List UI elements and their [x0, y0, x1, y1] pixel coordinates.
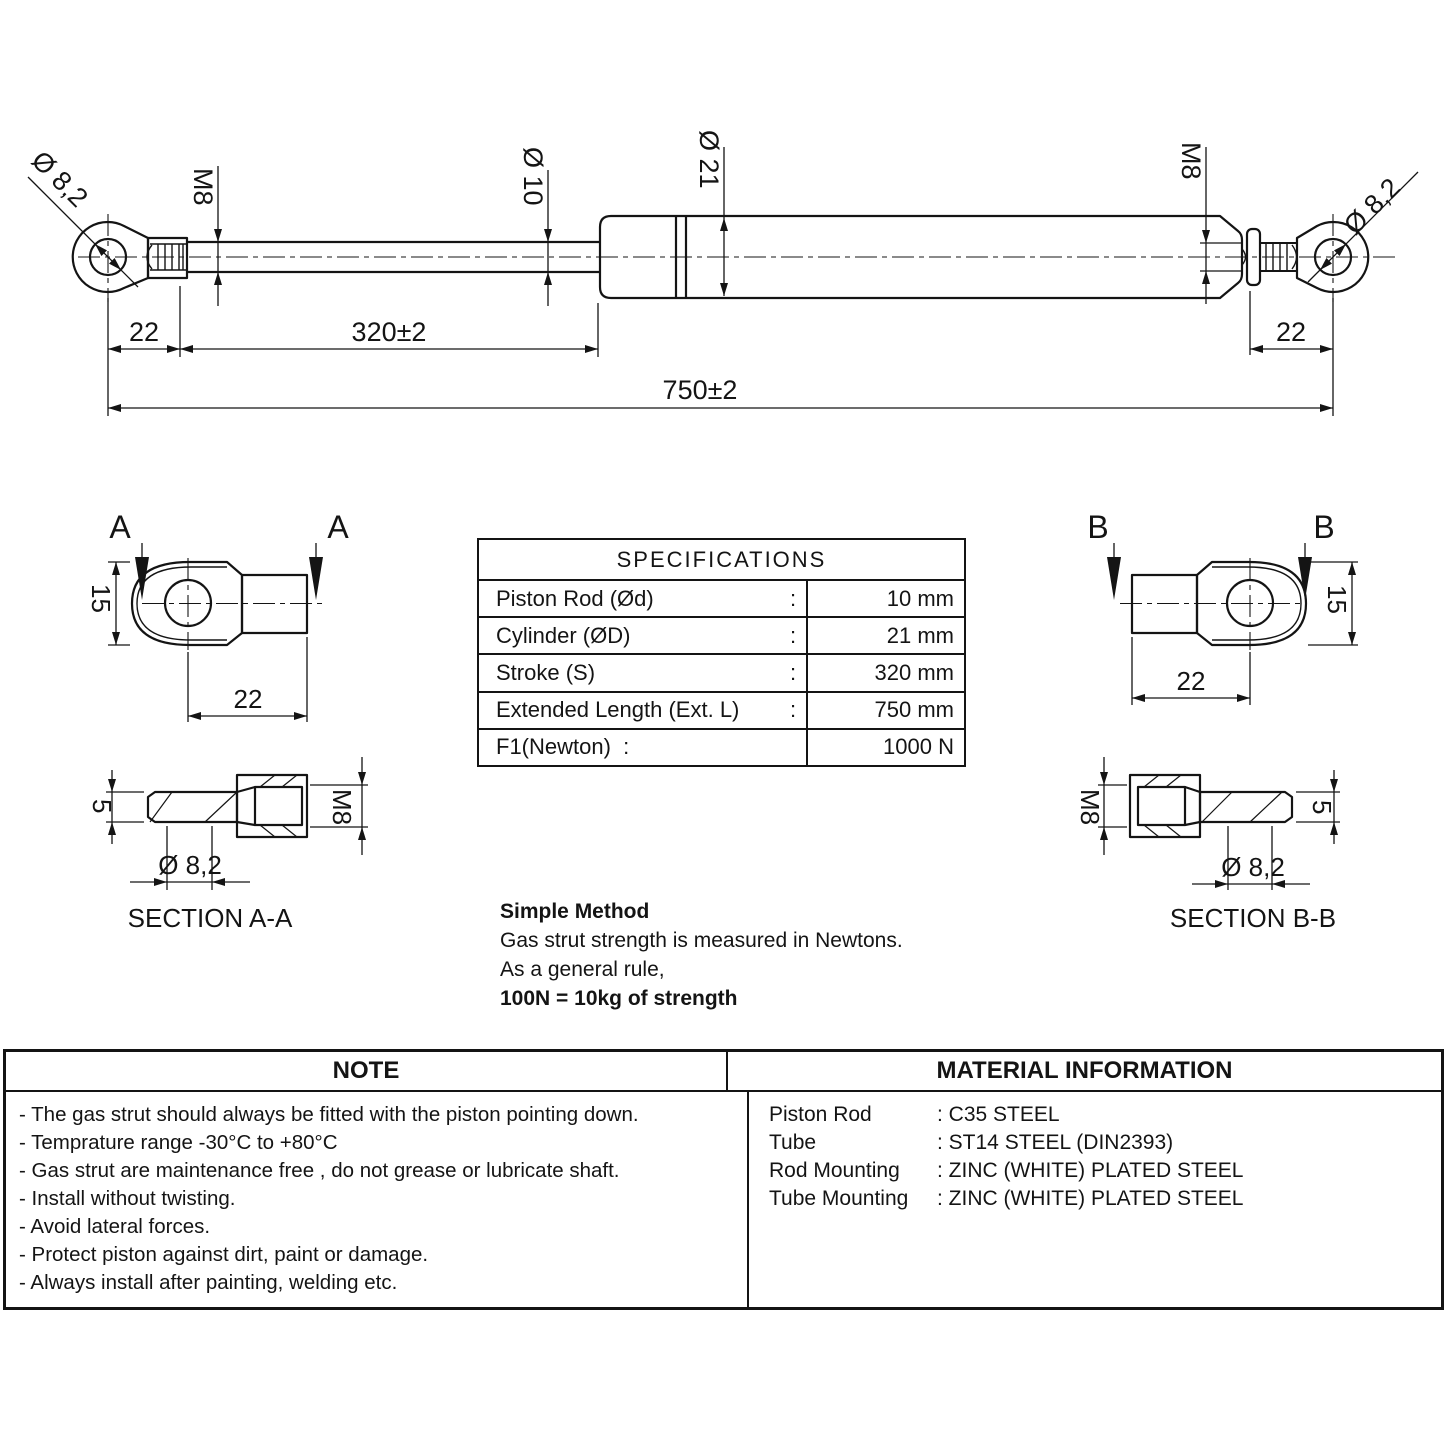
section-b-hatching	[1144, 775, 1282, 837]
note-title: NOTE	[6, 1052, 728, 1090]
section-a-a	[87, 757, 368, 933]
table-row: Piston Rod (Ød) : 10 mm	[479, 581, 964, 618]
section-b-dim-5: 5	[1307, 800, 1337, 815]
material-value: : ZINC (WHITE) PLATED STEEL	[937, 1159, 1244, 1182]
material-label: Tube	[769, 1131, 817, 1154]
label-hole-dia-left: Ø 8,2	[25, 145, 94, 213]
label-eye-left-22: 22	[128, 317, 160, 347]
label-hole-dia-right: Ø 8,2	[1338, 172, 1406, 241]
table-row: Cylinder (ØD) : 21 mm	[479, 618, 964, 655]
spec-label: Piston Rod (Ød)	[496, 585, 654, 611]
material-row	[769, 1101, 1441, 1129]
simple-method-line: Gas strut strength is measured in Newtons.	[500, 929, 903, 952]
note-item: - Avoid lateral forces.	[19, 1215, 211, 1238]
view-b-dim-22: 22	[1176, 666, 1206, 696]
view-a-letter-left: A	[109, 509, 131, 545]
section-b-title: SECTION B-B	[1169, 903, 1337, 933]
label-eye-right-22: 22	[1275, 317, 1307, 347]
note-material-table	[3, 1049, 1444, 1310]
label-stroke-320: 320±2	[351, 317, 427, 347]
note-list	[6, 1092, 749, 1307]
view-b-letter-right: B	[1313, 509, 1335, 545]
note-item: - The gas strut should always be fitted with the piston pointing down.	[19, 1103, 639, 1126]
specifications-title: SPECIFICATIONS	[479, 540, 964, 581]
material-title: MATERIAL INFORMATION	[936, 1057, 1233, 1084]
material-value: : ZINC (WHITE) PLATED STEEL	[937, 1187, 1244, 1210]
view-a-dim-22: 22	[233, 684, 263, 714]
material-label: Rod Mounting	[769, 1159, 900, 1182]
section-arrow-b-left	[1107, 557, 1121, 600]
view-b	[1087, 509, 1358, 705]
section-b-dim-hole: Ø 8,2	[1221, 852, 1285, 882]
section-arrow-a-right	[309, 557, 323, 600]
material-list	[749, 1092, 1441, 1307]
spec-value: 1000 N	[806, 730, 964, 765]
note-item: - Always install after painting, welding etc.	[19, 1271, 398, 1294]
note-item: - Protect piston against dirt, paint or damage.	[19, 1243, 429, 1266]
material-value: : C35 STEEL	[937, 1103, 1060, 1126]
note-item: - Install without twisting.	[19, 1187, 236, 1210]
section-a-dim-thread: M8	[327, 789, 357, 826]
section-a-dim-5: 5	[87, 799, 117, 814]
table-header-row	[6, 1052, 1441, 1092]
simple-method-block	[500, 897, 903, 1013]
view-a-letter-right: A	[327, 509, 349, 545]
material-row	[769, 1185, 1441, 1213]
spec-label: Cylinder (ØD)	[496, 622, 631, 648]
view-b-letter-left: B	[1087, 509, 1109, 545]
label-cylinder-dia: Ø 21	[694, 130, 724, 189]
simple-method-heading: Simple Method	[500, 900, 650, 923]
view-a-dim-15: 15	[86, 584, 116, 613]
material-row	[769, 1157, 1441, 1185]
note-item: - Gas strut are maintenance free , do not grease or lubricate shaft.	[19, 1159, 620, 1182]
spec-label: F1(Newton) :	[496, 734, 630, 760]
view-b-dim-15: 15	[1322, 585, 1352, 614]
material-value: : ST14 STEEL (DIN2393)	[937, 1131, 1174, 1154]
table-row: Stroke (S) : 320 mm	[479, 655, 964, 692]
dimension-labels-main	[26, 130, 1406, 405]
table-row	[479, 730, 964, 765]
spec-label: Extended Length (Ext. L)	[496, 697, 740, 723]
spec-value: 10 mm	[806, 581, 964, 616]
simple-method-line: 100N = 10kg of strength	[500, 987, 738, 1010]
section-b-dim-thread: M8	[1075, 789, 1105, 826]
note-item: - Temprature range -30°C to +80°C	[19, 1131, 338, 1154]
spec-value: 750 mm	[806, 693, 964, 728]
spec-value: 320 mm	[806, 655, 964, 690]
section-a-dim-hole: Ø 8,2	[158, 850, 222, 880]
material-row	[769, 1129, 1441, 1157]
spec-value: 21 mm	[806, 618, 964, 653]
table-row: Extended Length (Ext. L) : 750 mm	[479, 693, 964, 730]
simple-method-line: As a general rule,	[500, 958, 665, 981]
label-rod-dia: Ø 10	[518, 147, 548, 206]
material-label: Piston Rod	[769, 1103, 872, 1126]
specifications-table	[477, 538, 966, 767]
label-thread-left: M8	[188, 168, 218, 206]
label-total-750: 750±2	[662, 375, 738, 405]
view-a	[86, 509, 349, 722]
spec-label: Stroke (S)	[496, 660, 596, 685]
material-label: Tube Mounting	[769, 1187, 909, 1210]
label-thread-right: M8	[1176, 142, 1206, 180]
section-a-hatching	[150, 775, 297, 837]
section-a-title: SECTION A-A	[127, 903, 293, 933]
section-b-b	[1075, 757, 1340, 933]
